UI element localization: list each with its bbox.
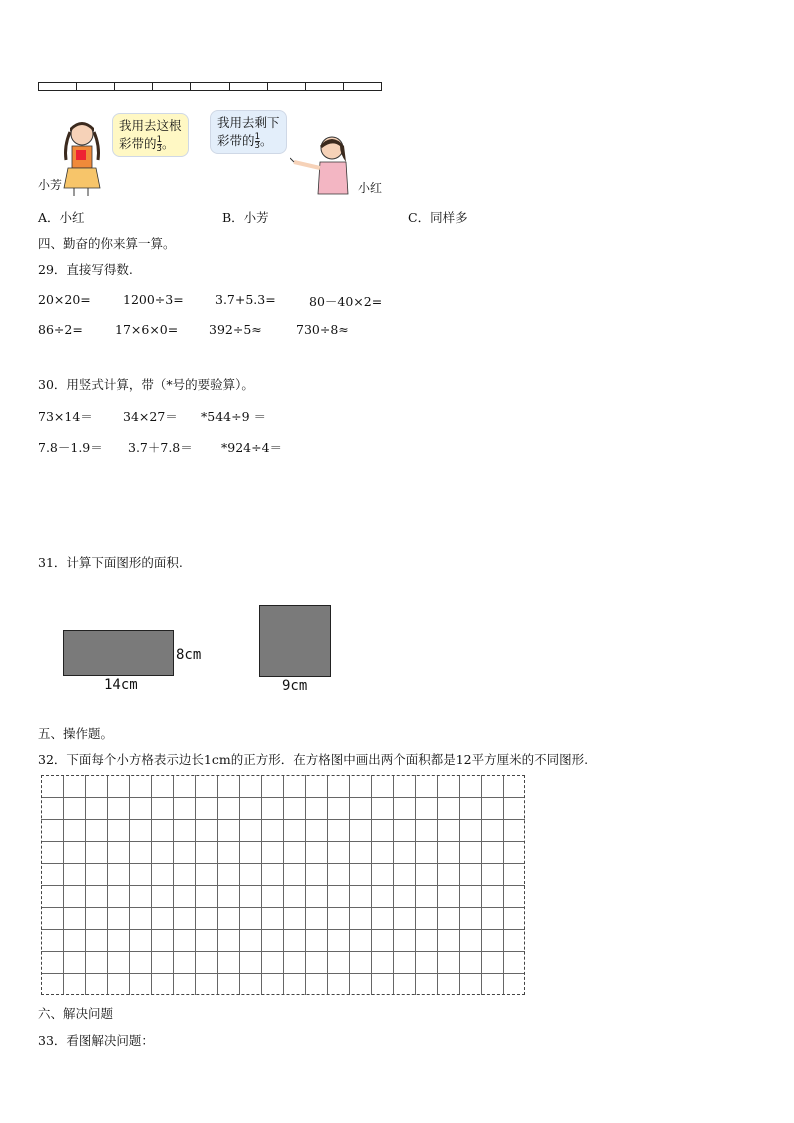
q29-r2-c3: 392÷5≈ [209, 322, 262, 337]
q32-title: 32．下面每个小方格表示边长1cm的正方形．在方格图中画出两个面积都是12平方厘米的不同图形. [38, 752, 589, 767]
name-xiaohong: 小红 [358, 181, 383, 195]
bubble-left-line2: 彩带的 [119, 136, 157, 151]
square-shape [259, 605, 331, 677]
section-five-heading: 五、操作题。 [38, 726, 114, 741]
ribbon-strip [38, 82, 382, 91]
q29-r1-c4: 80－40×2= [309, 294, 383, 309]
girl-xiaofang-illustration [56, 116, 112, 196]
girl-xiaohong-illustration [290, 132, 358, 196]
q29-r2-c4: 730÷8≈ [296, 322, 349, 337]
bubble-right-line2: 彩带的 [217, 133, 255, 148]
q29-r1-c3: 3.7+5.3= [215, 292, 276, 307]
rect-width-label: 14cm [104, 677, 138, 693]
square-grid[interactable] [41, 775, 525, 995]
q31-title: 31．计算下面图形的面积. [38, 555, 183, 570]
option-a: A．小红 [38, 210, 85, 225]
speech-bubble-left: 我用去这根 彩带的 $\frac{1}{3}$ 。 [112, 113, 189, 157]
section-six-heading: 六、解决问题 [38, 1006, 114, 1021]
q30-r1-c3: *544÷9 ＝ [201, 409, 267, 424]
section-four-heading: 四、勤奋的你来算一算。 [38, 236, 176, 251]
bubble-right-line1: 我用去剩下 [217, 115, 280, 130]
q30-r2-c2: 3.7＋7.8＝ [128, 440, 193, 455]
rectangle-shape [63, 630, 174, 676]
q29-r1-c1: 20×20= [38, 292, 91, 307]
q29-title: 29．直接写得数. [38, 262, 133, 277]
q30-title: 30．用竖式计算，带（*号的要验算）。 [38, 377, 254, 392]
speech-bubble-right: 我用去剩下 彩带的 $\frac{1}{3}$ 。 [210, 110, 287, 154]
name-xiaofang: 小芳 [38, 178, 63, 192]
square-side-label: 9cm [282, 678, 308, 694]
q29-r2-c1: 86÷2= [38, 322, 83, 337]
q30-r2-c3: *924÷4＝ [221, 440, 283, 455]
q33-title: 33．看图解决问题： [38, 1033, 154, 1048]
q29-r1-c2: 1200÷3= [123, 292, 184, 307]
rect-height-label: 8cm [176, 647, 202, 663]
q30-r1-c1: 73×14＝ [38, 409, 93, 424]
option-c: C．同样多 [408, 210, 468, 225]
q30-r2-c1: 7.8－1.9＝ [38, 440, 103, 455]
option-b: B．小芳 [222, 210, 269, 225]
bubble-left-line1: 我用去这根 [119, 118, 182, 133]
q29-r2-c2: 17×6×0= [115, 322, 179, 337]
q30-r1-c2: 34×27＝ [123, 409, 178, 424]
fraction-one-third: $\frac{1}{3}$ [156, 135, 162, 154]
fraction-one-third: $\frac{1}{3}$ [254, 132, 260, 151]
